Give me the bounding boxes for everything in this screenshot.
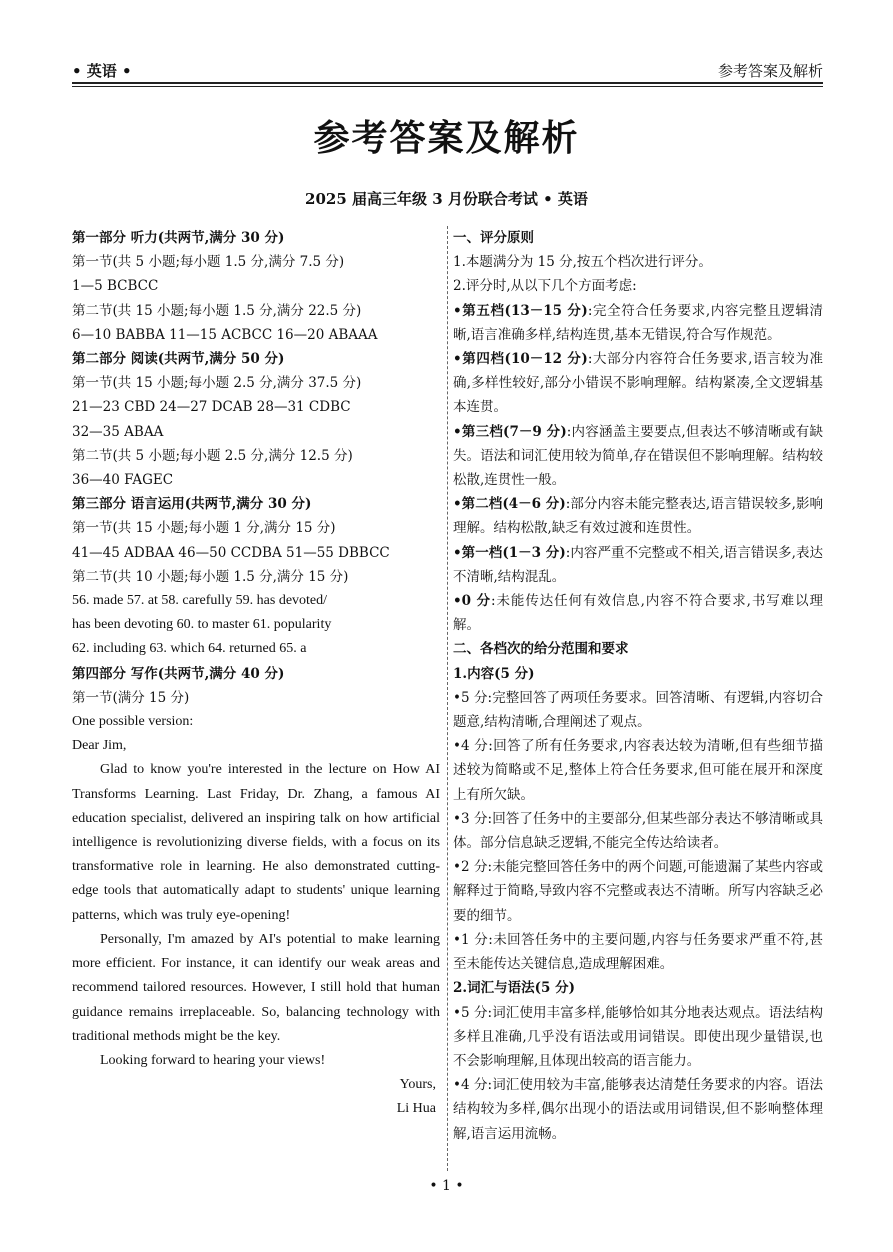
vocab-score-5: •5 分:词汇使用丰富多样,能够恰如其分地表达观点。语法结构多样且准确,几乎没有语法或用词错误。即使出现少量错误,也不会影响理解,且体现出较高的语言能力。 bbox=[453, 1004, 823, 1069]
part2-section1-answers: 21—23 CBD 24—27 DCAB 28—31 CDBC bbox=[72, 399, 351, 416]
grade-4-label: •第四档(10－12 分) bbox=[453, 351, 588, 368]
part3-section2: 第二节(共 10 小题;每小题 1.5 分,满分 15 分) bbox=[72, 568, 349, 585]
vocab-grammar-title: 2.词汇与语法(5 分) bbox=[453, 980, 575, 997]
part3-section2-answers-cont: has been devoting 60. to master 61. popularity bbox=[72, 617, 332, 633]
column-divider bbox=[447, 226, 448, 1171]
part3-section1: 第一节(共 15 小题;每小题 1 分,满分 15 分) bbox=[72, 520, 336, 537]
scoring-principles-title: 一、评分原则 bbox=[453, 230, 534, 246]
part3-section1-answers: 41—45 ADBAA 46—50 CCDBA 51—55 DBBCC bbox=[72, 544, 390, 561]
sample-version-label: One possible version: bbox=[72, 714, 194, 730]
header-title: 参考答案及解析 bbox=[717, 62, 823, 80]
content-score-1: •1 分:未回答任务中的主要问题,内容与任务要求严重不符,甚至未能传达关键信息,造成理解困难。 bbox=[453, 931, 823, 973]
content-score-3: •3 分:回答了任务中的主要部分,但某些部分表达不够清晰或具体。部分信息缺乏逻辑,不能完全传达给读者。 bbox=[453, 810, 823, 852]
subject-label: • 英语 • bbox=[72, 62, 132, 80]
part3-section2-answers-end: 62. including 63. which 64. returned 65. a bbox=[72, 641, 307, 657]
grade-1-label: •第一档(1－3 分) bbox=[453, 544, 566, 561]
grade-1-item bbox=[453, 541, 823, 589]
content-score-2: •2 分:未能完整回答任务中的两个问题,可能遗漏了某些内容或解释过于简略,导致内容不完整或表达不清晰。所写内容缺乏必要的细节。 bbox=[453, 859, 823, 924]
part2-title: 第二部分 阅读(共两节,满分 50 分) bbox=[72, 351, 285, 368]
grade-5-label: •第五档(13－15 分) bbox=[453, 302, 588, 319]
grade-0-text: :未能传达任何有效信息,内容不符合要求,书写难以理解。 bbox=[453, 593, 823, 634]
grade-2-label: •第二档(4－6 分) bbox=[453, 496, 566, 513]
right-column bbox=[453, 226, 823, 1146]
grade-2-text: :部分内容未能完整表达,语言错误较多,影响理解。结构松散,缺乏有效过渡和连贯性。 bbox=[453, 496, 823, 537]
page-header bbox=[72, 60, 823, 80]
part3-title: 第三部分 语言运用(共两节,满分 30 分) bbox=[72, 496, 312, 513]
page-number: • 1 • bbox=[429, 1178, 464, 1194]
page-title: 参考答案及解析 bbox=[313, 118, 580, 159]
grade-4-item bbox=[453, 347, 823, 420]
grade-3-label: •第三档(7－9 分) bbox=[453, 423, 567, 440]
grade-4-text: :大部分内容符合任务要求,语言较为准确,多样性较好,部分小错误不影响理解。结构紧凑,全文逻辑基本连贯。 bbox=[453, 351, 823, 416]
part1-title: 第一部分 听力(共两节,满分 30 分) bbox=[72, 230, 285, 246]
part1-section1-answers: 1—5 BCBCC bbox=[72, 278, 159, 295]
part4-title: 第四部分 写作(共两节,满分 40 分) bbox=[72, 665, 285, 682]
score-ranges-title: 二、各档次的给分范围和要求 bbox=[453, 641, 629, 658]
part2-section1: 第一节(共 15 小题;每小题 2.5 分,满分 37.5 分) bbox=[72, 375, 362, 392]
vocab-score-4: •4 分:词汇使用较为丰富,能够表达清楚任务要求的内容。语法结构较为多样,偶尔出现小的语法或用词错误,但不影响整体理解,语言运用流畅。 bbox=[453, 1077, 823, 1142]
part2-section1-answers-cont: 32—35 ABAA bbox=[72, 423, 164, 440]
grade-3-text: :内容涵盖主要要点,但表达不够清晰或有缺失。语法和词汇使用较为简单,存在错误但不影响理解。结构较松散,连贯性一般。 bbox=[453, 423, 824, 489]
grade-5-text: :完全符合任务要求,内容完整且逻辑清晰,语言准确多样,结构连贯,基本无错误,符合写作规范。 bbox=[453, 302, 823, 343]
exam-subtitle: 2025 届高三年级 3 月份联合考试 • 英语 bbox=[305, 190, 588, 208]
letter-paragraph-2: Personally, I'm amazed by AI's potential to make learning more efficient. For instance, it can identify our weak areas and recommend tailored resources. However, I still hold that human guidance remains irreplaceable. So, balancing technology with traditional methods might be the key. bbox=[72, 931, 440, 1044]
header-rule bbox=[72, 82, 823, 84]
part2-section2: 第二节(共 5 小题;每小题 2.5 分,满分 12.5 分) bbox=[72, 447, 353, 464]
letter-closing: Yours, bbox=[399, 1077, 436, 1093]
grade-3-item bbox=[453, 420, 823, 493]
grade-2-item bbox=[453, 492, 823, 540]
content-criteria-title: 1.内容(5 分) bbox=[453, 665, 535, 682]
content-score-4: •4 分:回答了所有任务要求,内容表达较为清晰,但有些细节描述较为简略或不足,整体上符合任务要求,但可能在展开和深度上有所欠缺。 bbox=[453, 738, 823, 803]
letter-greeting: Dear Jim, bbox=[72, 738, 127, 754]
grade-0-item bbox=[453, 589, 823, 637]
scoring-rule-1: 1.本题满分为 15 分,按五个档次进行评分。 bbox=[453, 254, 712, 271]
grade-5-item bbox=[453, 299, 823, 347]
letter-paragraph-3: Looking forward to hearing your views! bbox=[100, 1052, 326, 1068]
grade-1-text: :内容严重不完整或不相关,语言错误多,表达不清晰,结构混乱。 bbox=[453, 544, 823, 585]
header-rule-thin bbox=[72, 86, 823, 87]
scoring-rule-2: 2.评分时,从以下几个方面考虑: bbox=[453, 278, 637, 295]
part4-section1: 第一节(满分 15 分) bbox=[72, 689, 190, 706]
part3-section2-answers: 56. made 57. at 58. carefully 59. has devoted/ bbox=[72, 593, 328, 609]
left-column bbox=[72, 226, 440, 1122]
letter-signature: Li Hua bbox=[396, 1101, 436, 1117]
part1-section2: 第二节(共 15 小题;每小题 1.5 分,满分 22.5 分) bbox=[72, 302, 362, 319]
content-score-5: •5 分:完整回答了两项任务要求。回答清晰、有逻辑,内容切合题意,结构清晰,合理阐述了观点。 bbox=[453, 689, 823, 731]
letter-paragraph-1: Glad to know you're interested in the lecture on How AI Transforms Learning. Last Friday, Dr. Zhang, a famous AI education specialist, delivered an inspiring talk on how artificial intelligence is revolutionizing diverse fields, with a focus on its transformative role in learning. He also demonstrated cutting-edge tools that automatically adapt to students' unique learning patterns, which was truly eye-opening! bbox=[72, 762, 440, 923]
part1-section2-answers: 6—10 BABBA 11—15 ACBCC 16—20 ABAAA bbox=[72, 326, 378, 343]
part2-section2-answers: 36—40 FAGEC bbox=[72, 472, 174, 489]
grade-0-label: •0 分 bbox=[453, 593, 492, 610]
part1-section1: 第一节(共 5 小题;每小题 1.5 分,满分 7.5 分) bbox=[72, 254, 345, 271]
